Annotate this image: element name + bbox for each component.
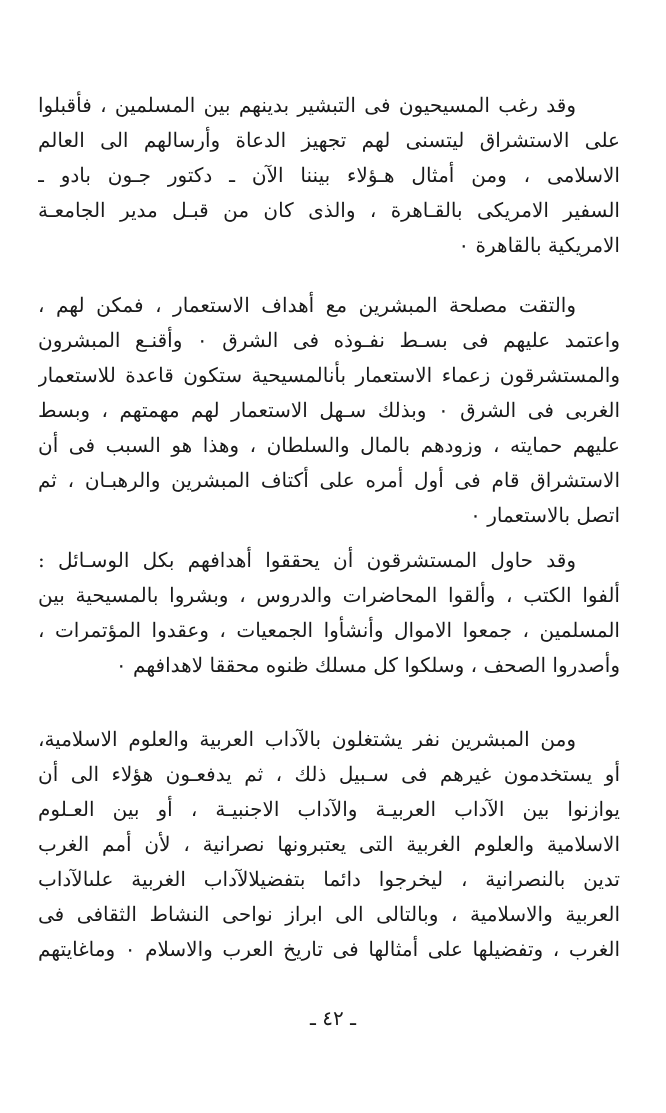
text-line: على الاستشراق ليتسنى لهم تجهيز الدعاة وأرسالهم الى العالم <box>38 128 620 152</box>
text-line: ألفوا الكتب ، وألقوا المحاضرات والدروس ، وبشروا بالمسيحية بين <box>38 583 620 607</box>
text-line: الاستشراق قام فى أول أمره على أكتاف المبشرين والرهبـان ، ثم <box>38 468 620 492</box>
text-line: عليهم حمايته ، وزودهم بالمال والسلطان ، وهذا هو السبب فى أن <box>38 433 620 457</box>
text-line: المسلمين ، جمعوا الاموال وأنشأوا الجمعيات ، وعقدوا المؤتمرات ، <box>38 618 620 642</box>
text-line: وقد رغب المسيحيون فى التبشير بدينهم بين المسلمين ، فأقبلوا <box>38 93 576 117</box>
text-line: اتصل بالاستعمار ٠ <box>470 503 620 527</box>
text-line: الغربى فى الشرق ٠ وبذلك سـهل الاستعمار لهم مهمتهم ، وبسط <box>38 398 620 422</box>
paragraph-1 <box>38 88 620 263</box>
paragraph-2 <box>38 288 620 533</box>
text-line: أو يستخدمون غيرهم فى سـبيل ذلك ، ثم يدفعـون هؤلاء الى أن <box>38 762 620 786</box>
page-number: ـ ٤٢ ـ <box>310 1006 356 1030</box>
text-line: الامريكية بالقاهرة ٠ <box>458 233 620 257</box>
text-line: تدين بالنصرانية ، ليخرجوا دائما بتفضيلالآداب الغربية علىالآداب <box>38 867 620 891</box>
text-line: يوازنوا بين الآداب العربيـة والآداب الاجنبيـة ، أو بين العـلوم <box>38 797 620 821</box>
paragraph-3 <box>38 543 620 683</box>
text-line: السفير الامريكى بالقـاهرة ، والذى كان من قبـل مدير الجامعـة <box>38 198 620 222</box>
text-line: الاسلامية والعلوم الغربية التى يعتبرونها نصرانية ، لأن أمم الغرب <box>38 832 620 856</box>
text-line: والمستشرقون زعماء الاستعمار بأنالمسيحية ستكون قاعدة للاستعمار <box>38 363 620 387</box>
text-line: الاسلامى ، ومن أمثال هـؤلاء بيننا الآن ـ دكتور جـون بادو ـ <box>38 163 620 187</box>
paragraph-4 <box>38 722 620 967</box>
text-line: العربية والاسلامية ، وبالتالى الى ابراز نواحى النشاط الثقافى فى <box>38 902 620 926</box>
text-line: والتقت مصلحة المبشرين مع أهداف الاستعمار ، فمكن لهم ، <box>38 293 576 317</box>
text-line: وأصدروا الصحف ، وسلكوا كل مسلك ظنوه محققا لاهدافهم ٠ <box>115 653 620 677</box>
text-line: ومن المبشرين نفر يشتغلون بالآداب العربية والعلوم الاسلامية، <box>38 727 576 751</box>
text-line: الغرب ، وتفضيلها على أمثالها فى تاريخ العرب والاسلام ٠ وماغايتهم <box>38 937 620 961</box>
text-line: واعتمد عليهم فى بسـط نفـوذه فى الشرق ٠ وأقنـع المبشرون <box>38 328 620 352</box>
text-line: وقد حاول المستشرقون أن يحققوا أهدافهم بكل الوسـائل : <box>38 548 576 572</box>
